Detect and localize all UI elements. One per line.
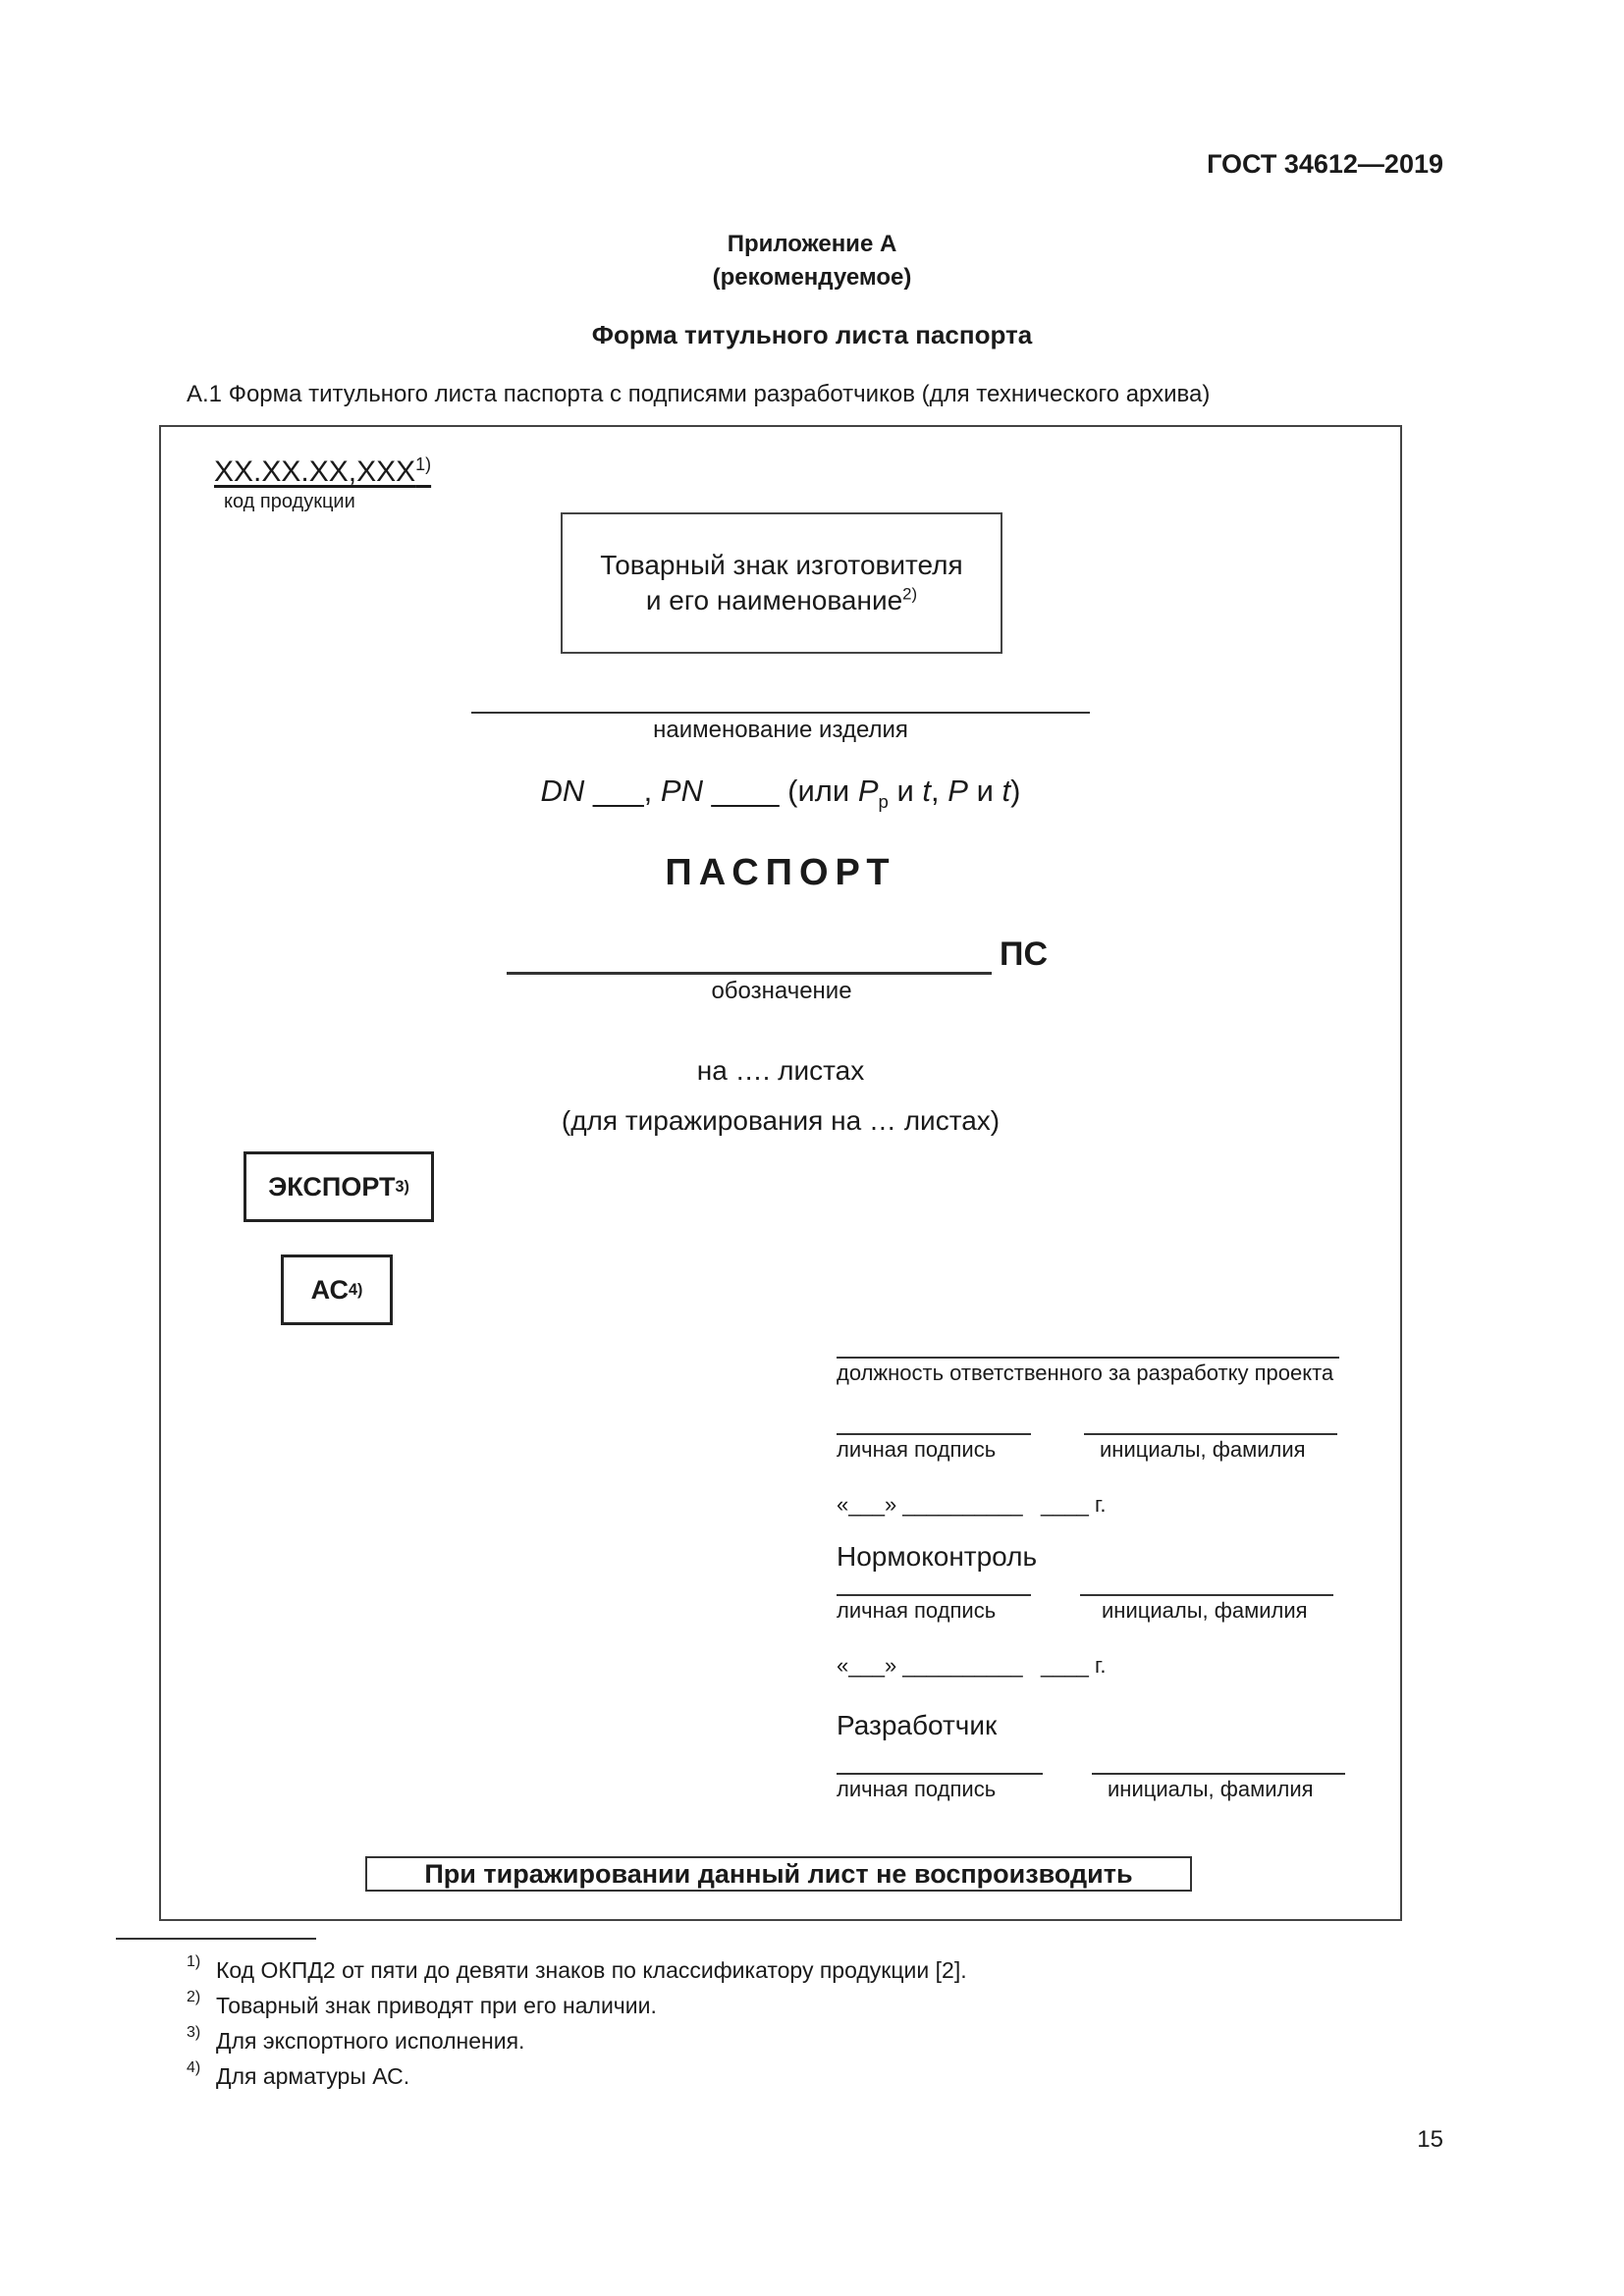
and-1: и [888,774,923,808]
ac-box: АС 4) [281,1255,393,1325]
trademark-footnote-mark: 2) [902,584,918,604]
footnote-2-text: Товарный знак приводят при его наличии. [216,1993,657,2018]
passport-title: ПАСПОРТ [665,852,896,893]
designation-caption: обозначение [711,978,852,1004]
copies-sheets-count: (для тиражирования на … листах) [561,1105,1001,1136]
designation-line [507,972,992,975]
footnote-3-mark: 3) [187,2024,201,2041]
signature-caption-3: личная подпись [837,1777,997,1801]
ps-suffix: ПС [1000,935,1048,973]
trademark-line-2 [600,583,962,618]
initials-line-2 [1080,1594,1333,1596]
footnote-1 [187,1953,967,1984]
footnote-4-text: Для арматуры АС. [216,2063,410,2089]
initials-caption-2: инициалы, фамилия [1102,1598,1308,1623]
developer-heading: Разработчик [837,1710,998,1740]
signature-line-1 [837,1433,1031,1435]
page-number: 15 [1417,2126,1443,2153]
dn-pn-line [0,774,1561,813]
form-title: Форма титульного листа паспорта [591,320,1033,349]
initials-caption-3: инициалы, фамилия [1108,1777,1314,1801]
product-code-value: ХХ.ХХ.ХХ,ХХХ [214,455,416,488]
pp-label: P [857,774,879,808]
normcontrol-heading: Нормоконтроль [837,1541,1038,1572]
signature-line-2 [837,1594,1031,1596]
product-name-caption: наименование изделия [653,717,908,743]
appendix-heading [0,228,1624,294]
trademark-box [561,512,1002,654]
p-label: P [947,774,968,808]
footnote-3 [187,2024,525,2055]
footnote-4 [187,2059,410,2090]
pn-label: PN [660,774,703,808]
footnote-3-text: Для экспортного исполнения. [216,2028,525,2054]
product-code-caption: код продукции [224,491,355,512]
and-2: и [967,774,1002,808]
t-label-2: t [1001,774,1011,808]
date-field-2: «___» __________ ____ г. [837,1653,1107,1678]
appendix-subtitle: (рекомендуемое) [712,264,912,291]
dn-label: DN [540,774,585,808]
product-name-line [471,712,1090,714]
appendix-title: Приложение А [727,231,897,257]
standard-number: ГОСТ 34612—2019 [1207,149,1443,179]
position-caption: должность ответственного за разработку проекта [837,1361,1334,1385]
trademark-line-1: Товарный знак изготовителя [600,550,963,580]
footnote-separator [116,1938,316,1940]
footnote-1-mark: 1) [187,1953,201,1970]
reproduction-note: При тиражировании данный лист не воспроизводить [365,1856,1192,1892]
initials-line-3 [1092,1773,1345,1775]
position-line [837,1357,1339,1359]
export-label: ЭКСПОРТ [268,1171,396,1201]
signature-line-3 [837,1773,1043,1775]
pn-blank: ____ (или [702,774,858,808]
signature-caption-2: личная подпись [837,1598,997,1623]
comma: , [931,774,948,808]
pp-subscript: p [878,791,889,813]
initials-caption-1: инициалы, фамилия [1100,1437,1306,1462]
t-label-1: t [922,774,932,808]
footnote-4-mark: 4) [187,2059,201,2076]
footnote-1-text: Код ОКПД2 от пяти до девяти знаков по классификатору продукции [2]. [216,1957,967,1983]
product-code-footnote-mark: 1) [415,454,432,474]
product-code [214,455,431,489]
ac-label: АС [310,1274,349,1305]
footnote-2 [187,1989,657,2019]
signature-caption-1: личная подпись [837,1437,997,1462]
close-paren: ) [1010,774,1021,808]
footnote-2-mark: 2) [187,1989,201,2005]
sheets-count: на …. листах [696,1055,865,1086]
dn-blank: ___, [584,774,661,808]
date-field-1: «___» __________ ____ г. [837,1492,1107,1517]
initials-line-1 [1084,1433,1337,1435]
export-box: ЭКСПОРТ 3) [244,1151,434,1222]
trademark-line-2-text: и его наименование [645,585,903,615]
intro-paragraph: А.1 Форма титульного листа паспорта с подписями разработчиков (для технического архива) [187,381,1211,407]
